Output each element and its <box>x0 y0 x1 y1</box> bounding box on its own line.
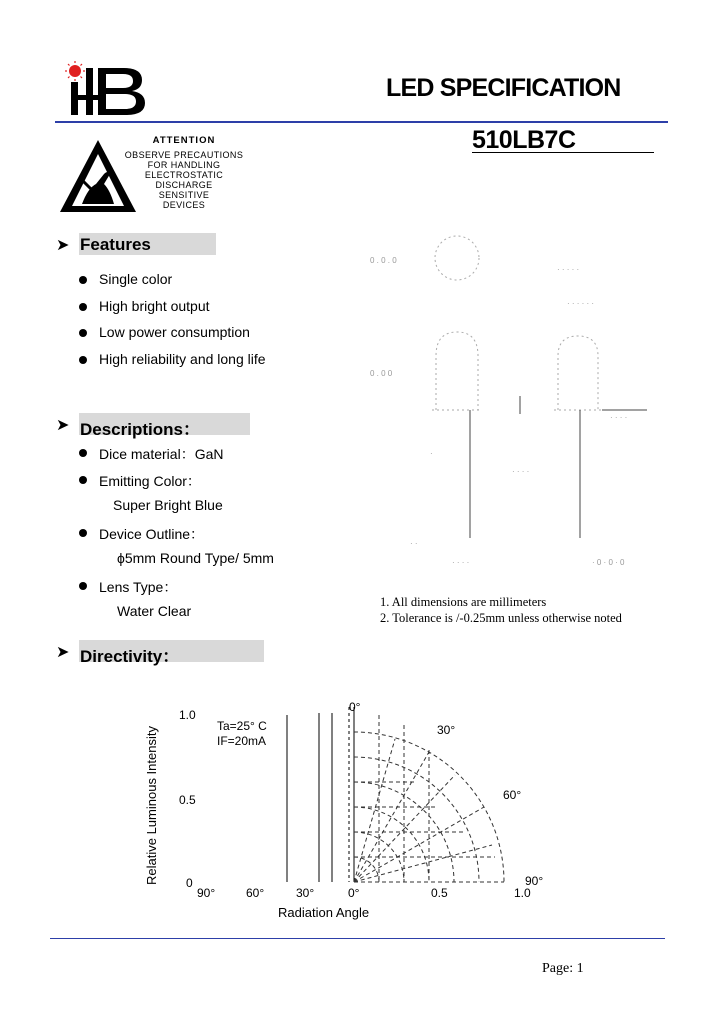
angle-label: 60° <box>503 788 522 802</box>
x-tick-label: 1.0 <box>514 886 531 900</box>
attention-line: SENSITIVE <box>158 190 210 200</box>
lens-type-value: Water Clear <box>117 603 192 619</box>
part-number: 510LB7C <box>472 126 576 154</box>
angle-label: 0° <box>349 700 361 714</box>
svg-text:0 . 0 0: 0 . 0 0 <box>370 369 393 378</box>
attention-heading: ATTENTION <box>152 135 216 146</box>
chart-ylabel: Relative Luminous Intensity <box>144 726 159 885</box>
x-tick-label: 0.5 <box>431 886 448 900</box>
arrow-bullet-icon: ➤ <box>56 644 70 661</box>
attention-line: DEVICES <box>162 200 206 210</box>
attention-line: DISCHARGE <box>155 180 213 190</box>
descriptions-title: Descriptions： <box>80 420 200 439</box>
package-dimension-drawing <box>362 228 662 583</box>
svg-text:· · · ·: · · · · <box>452 558 470 567</box>
y-tick-label: 0 <box>186 876 193 890</box>
x-tick-label: 30° <box>296 886 315 900</box>
arrow-bullet-icon: ➤ <box>56 237 70 254</box>
svg-text:· · · · ·: · · · · · <box>557 265 580 274</box>
esd-attention-notice <box>119 136 249 210</box>
device-outline-value: ϕ5mm Round Type/ 5mm <box>117 550 274 566</box>
dimension-note: 1. All dimensions are millimeters <box>380 595 547 609</box>
x-tick-label: 60° <box>246 886 265 900</box>
angle-label: 90° <box>525 874 544 888</box>
part-number-underline <box>472 152 654 153</box>
polar-grid <box>354 715 504 882</box>
svg-text:· · · · · ·: · · · · · · <box>567 299 595 308</box>
company-logo <box>62 60 152 120</box>
svg-text:· 0 · 0 · 0: · 0 · 0 · 0 <box>592 558 625 567</box>
attention-line: OBSERVE PRECAUTIONS <box>124 150 244 160</box>
header-divider <box>55 121 668 123</box>
svg-text:· · · ·: · · · · <box>512 467 530 476</box>
y-tick-label: 1.0 <box>179 708 196 722</box>
x-tick-label: 0° <box>348 886 360 900</box>
svg-text:0 . 0 . 0: 0 . 0 . 0 <box>370 256 397 265</box>
chart-condition: Ta=25° C <box>217 719 267 733</box>
svg-text:· ·: · · <box>410 539 418 548</box>
directivity-title: Directivity： <box>80 647 180 666</box>
x-tick-label: 90° <box>197 886 216 900</box>
angle-label: 30° <box>437 723 456 737</box>
svg-text:·: · <box>430 449 433 458</box>
document-title: LED SPECIFICATION <box>386 74 621 102</box>
svg-text:· · · ·: · · · · <box>610 413 628 422</box>
chart-condition: IF=20mA <box>217 734 267 748</box>
page-number: Page: 1 <box>542 961 584 976</box>
tolerance-note: 2. Tolerance is /-0.25mm unless otherwise noted <box>380 611 622 625</box>
footer-divider <box>50 938 665 939</box>
emitting-color-value: Super Bright Blue <box>113 497 223 513</box>
features-title: Features <box>80 235 151 254</box>
attention-line: ELECTROSTATIC <box>144 170 224 180</box>
arrow-bullet-icon: ➤ <box>56 417 70 434</box>
chart-xlabel: Radiation Angle <box>278 905 370 920</box>
y-tick-label: 0.5 <box>179 793 196 807</box>
attention-line: FOR HANDLING <box>147 160 221 170</box>
directivity-chart <box>135 695 555 925</box>
